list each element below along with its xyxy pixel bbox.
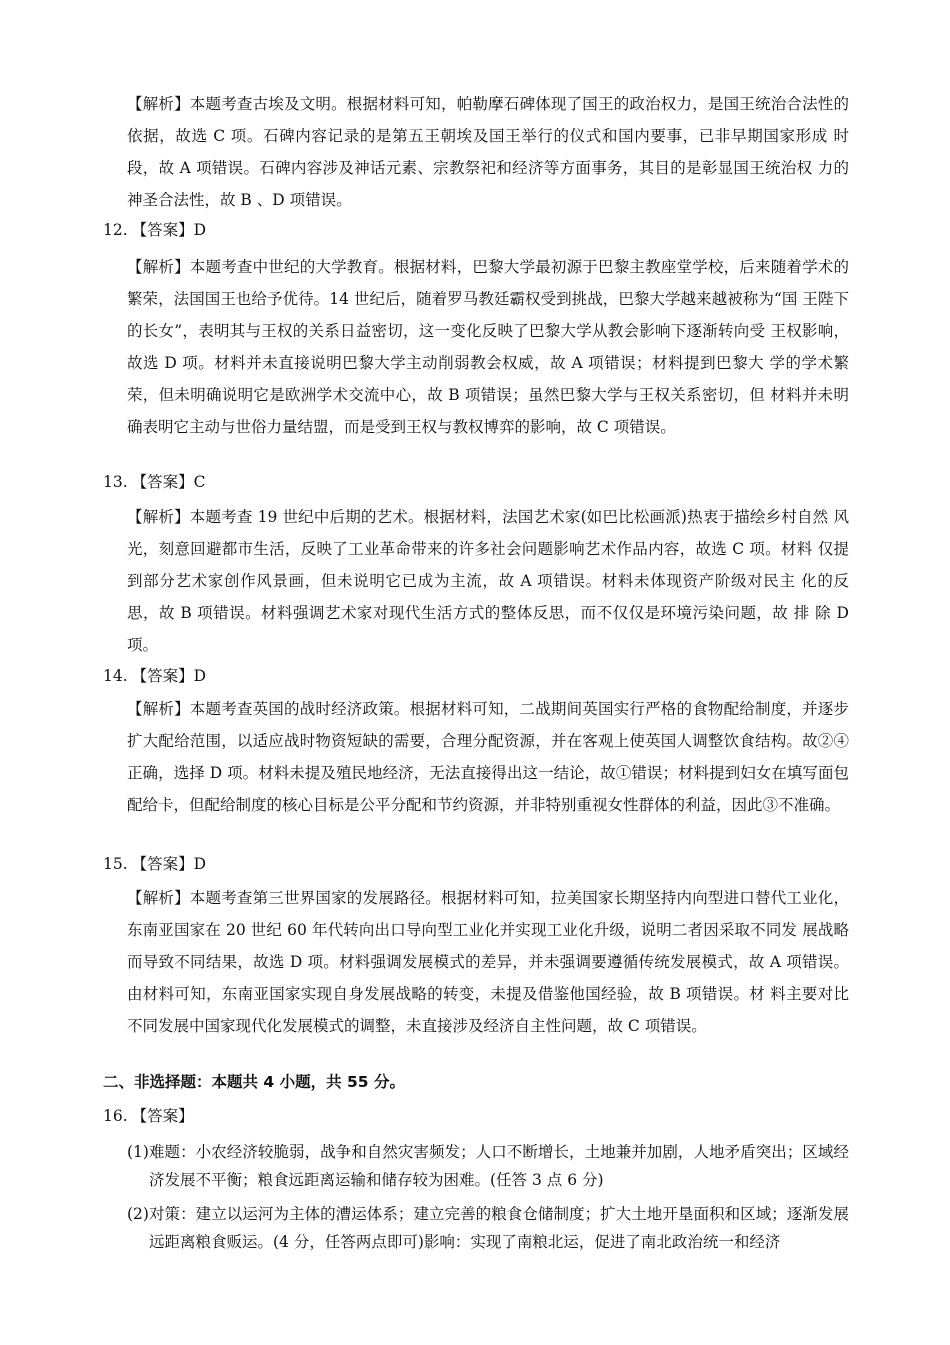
q16-item-1-label: (1)	[127, 1143, 149, 1161]
q13-analysis: 【解析】本题考查 19 世纪中后期的艺术。根据材料，法国艺术家(如巴比松画派)热衷于描绘乡村自然 风光，刻意回避都市生活，反映了工业革命带来的许多社会问题影响艺术作品内容，故选 C 项。材料 仅提到部分艺术家创作风景画，但未说明它已成为主流，故 A 项错误。材料未体现资产阶级对民主 化的反思，故 B 项错误。材料强调艺术家对现代生活方式的整体反思，而不仅仅是环境污染问题，故 排 除 D 项。	[127, 508, 849, 654]
section-heading: 二、非选择题：本题共 4 小题，共 55 分。	[103, 1073, 405, 1091]
q14-answer: 【答案】D	[131, 667, 207, 685]
q16-item-2-text: 对策：建立以运河为主体的漕运体系；建立完善的粮食仓储制度；扩大土地开垦面积和区域；逐渐发展远距离粮食贩运。(4 分，任答两点即可)影响：实现了南粮北运，促进了南北政治统一和经济	[149, 1205, 849, 1251]
q15-answer-line	[103, 848, 206, 880]
q15-number: 15.	[103, 855, 128, 873]
q12-answer: 【答案】D	[131, 221, 207, 239]
q13-number: 13.	[103, 473, 128, 491]
q14-number: 14.	[103, 667, 128, 685]
q16-item-2	[127, 1200, 849, 1256]
q16-number: 16.	[103, 1107, 128, 1125]
q16-answer-line	[103, 1100, 194, 1132]
q11-analysis: 【解析】本题考查古埃及文明。根据材料可知，帕勒摩石碑体现了国王的政治权力，是国王统治合法性的依据，故选 C 项。石碑内容记录的是第五王朝埃及国王举行的仪式和国内要事，已非早期国家形成 时段，故 A 项错误。石碑内容涉及神话元素、宗教祭祀和经济等方面事务，其目的是彰显国王统治权 力的神圣合法性，故 B 、D 项错误。	[127, 95, 849, 209]
q12-analysis: 【解析】本题考查中世纪的大学教育。根据材料，巴黎大学最初源于巴黎主教座堂学校，后来随着学术的繁荣，法国国王也给予优待。14 世纪后，随着罗马教廷霸权受到挑战，巴黎大学越来越被称为“国 王陛下的长女”，表明其与王权的关系日益密切，这一变化反映了巴黎大学从教会影响下逐渐转向受 王权影响，故选 D 项。材料并未直接说明巴黎大学主动削弱教会权威，故 A 项错误；材料提到巴黎大 学的学术繁荣，但未明确说明它是欧洲学术交流中心，故 B 项错误；虽然巴黎大学与王权关系密切，但 材料并未明确表明它主动与世俗力量结盟，而是受到王权与教权博弈的影响，故 C 项错误。	[127, 258, 849, 436]
q16-item-1	[127, 1138, 849, 1194]
q13-answer: 【答案】C	[131, 473, 206, 491]
q14-analysis: 【解析】本题考查英国的战时经济政策。根据材料可知，二战期间英国实行严格的食物配给制度，并逐步扩大配给范围，以适应战时物资短缺的需要，合理分配资源，并在客观上使英国人调整饮食结构。故②④正确，选择 D 项。材料未提及殖民地经济，无法直接得出这一结论，故①错误；材料提到妇女在填写面包配给卡，但配给制度的核心目标是公平分配和节约资源，并非特别重视女性群体的利益，因此③不准确。	[127, 700, 849, 814]
q15-answer: 【答案】D	[131, 855, 207, 873]
q13-answer-line	[103, 466, 206, 498]
q16-item-2-label: (2)	[127, 1205, 149, 1223]
q12-answer-line	[103, 214, 206, 246]
q14-answer-line	[103, 660, 206, 692]
q16-item-1-text: 难题：小农经济较脆弱，战争和自然灾害频发；人口不断增长，土地兼并加剧，人地矛盾突出；区域经济发展不平衡；粮食远距离运输和储存较为困难。(任答 3 点 6 分)	[149, 1143, 849, 1189]
q15-analysis: 【解析】本题考查第三世界国家的发展路径。根据材料可知，拉美国家长期坚持内向型进口替代工业化，东南亚国家在 20 世纪 60 年代转向出口导向型工业化并实现工业化升级，说明二者因采取不同发 展战略而导致不同结果，故选 D 项。材料强调发展模式的差异，并未强调要遵循传统发展模式，故 A 项错误。由材料可知，东南亚国家实现自身发展战略的转变，未提及借鉴他国经验，故 B 项错误。材 料主要对比不同发展中国家现代化发展模式的调整，未直接涉及经济自主性问题，故 C 项错误。	[127, 889, 849, 1035]
q12-number: 12.	[103, 221, 128, 239]
q16-answer: 【答案】	[131, 1107, 194, 1125]
